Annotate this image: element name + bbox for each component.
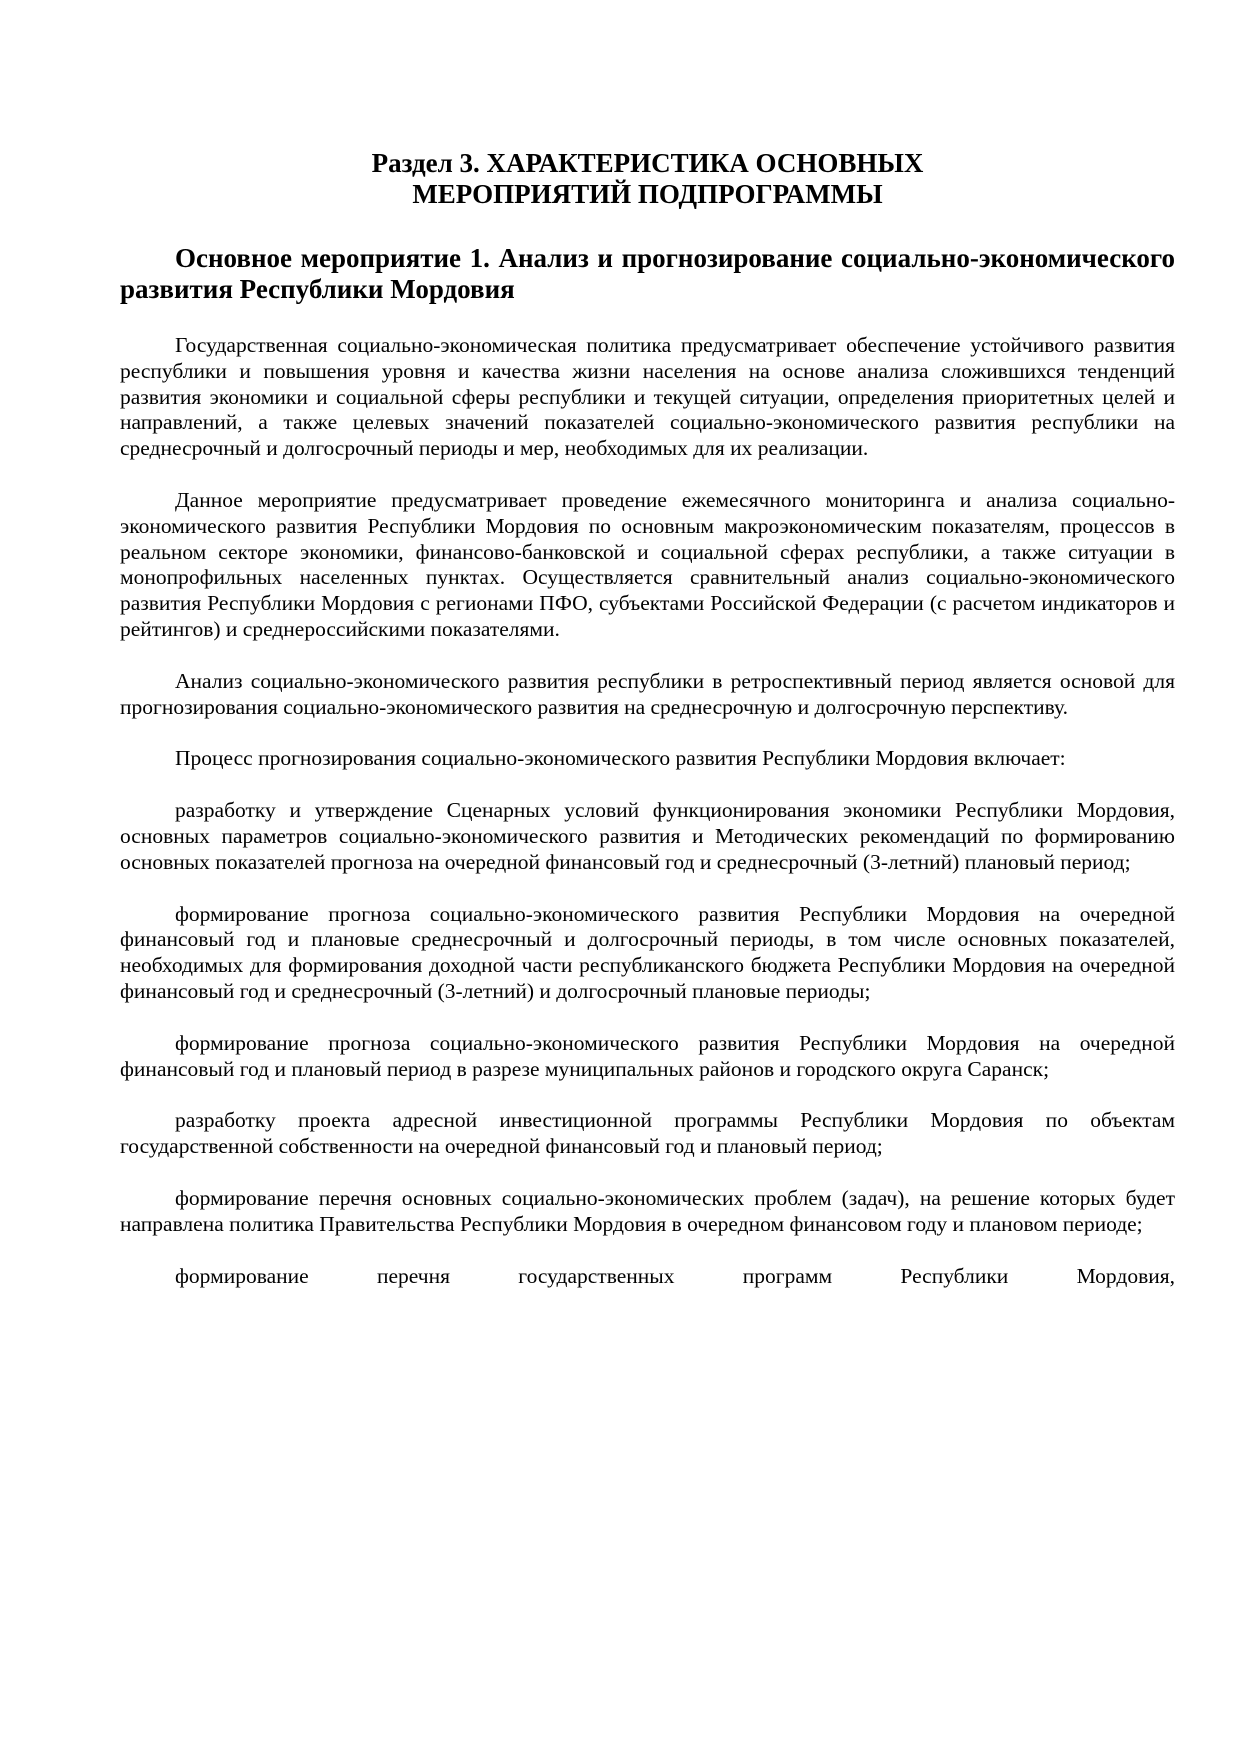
section-title-line-2: МЕРОПРИЯТИЙ ПОДПРОГРАММЫ [412,179,883,209]
paragraph-monitoring: Данное мероприятие предусматривает проведение ежемесячного мониторинга и анализа социально-экономического развития Республики Мордовия по основным макроэкономическим показателям, процессов в реальном секторе экономики, финансово-банковской и социальной сферах республики, а также ситуации в монопрофильных населенных пунктах. Осуществляется сравнительный анализ социально-экономического развития Республики Мордовия с регионами ПФО, субъектами Российской Федерации (с расчетом индикаторов и рейтингов) и среднероссийскими показателями. [120,487,1175,641]
list-item-scenario-conditions: разработку и утверждение Сценарных условий функционирования экономики Республики Мордовия, основных параметров социально-экономического развития и Методических рекомендаций по формированию основных показателей прогноза на очередной финансовый год и среднесрочный (3-летний) плановый период; [120,798,1175,874]
list-item-state-programs: формирование перечня государственных программ Республики Мордовия, [175,1263,1175,1288]
list-item-forecast-municipal: формирование прогноза социально-экономического развития Республики Мордовия на очередной финансовый год и плановый период в разрезе муниципальных районов и городского округа Саранск; [120,1030,1175,1081]
section-title [120,148,1175,210]
section-title-line-1: Раздел 3. ХАРАКТЕРИСТИКА ОСНОВНЫХ [371,148,924,178]
paragraph-forecast-process: Процесс прогнозирования социально-экономического развития Республики Мордовия включает: [175,746,1066,771]
list-item-investment-program: разработку проекта адресной инвестиционной программы Республики Мордовия по объектам государственной собственности на очередной финансовый год и плановый период; [120,1108,1175,1159]
document-body [120,148,1175,1315]
paragraph-retrospective-analysis: Анализ социально-экономического развития республики в ретроспективный период является основой для прогнозирования социально-экономического развития на среднесрочную и долгосрочную перспективу. [120,668,1175,719]
list-item-problems-list: формирование перечня основных социально-экономических проблем (задач), на решение которых будет направлена политика Правительства Республики Мордовия в очередном финансовом году и плановом периоде; [120,1185,1175,1236]
list-item-forecast-republic: формирование прогноза социально-экономического развития Республики Мордовия на очередной финансовый год и плановые среднесрочный и долгосрочный периоды, в том числе основных показателей, необходимых для формирования доходной части республиканского бюджета Республики Мордовия на очередной финансовый год и среднесрочный (3-летний) и долгосрочный плановые периоды; [120,901,1175,1003]
paragraph-policy: Государственная социально-экономическая политика предусматривает обеспечение устойчивого развития республики и повышения уровня и качества жизни населения на основе анализа сложившихся тенденций развития экономики и социальной сферы республики и текущей ситуации, определения приоритетных целей и направлений, а также целевых значений показателей социально-экономического развития республики на среднесрочный и долгосрочный периоды и мер, необходимых для их реализации. [120,333,1175,461]
main-event-heading: Основное мероприятие 1. Анализ и прогнозирование социально-экономического развития Республики Мордовия [120,243,1175,304]
